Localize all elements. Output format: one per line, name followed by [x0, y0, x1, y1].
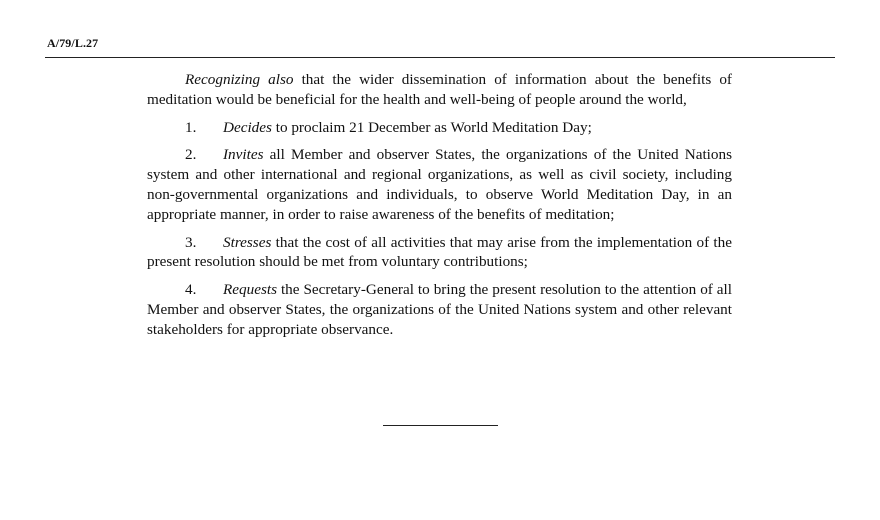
operative-paragraph-3 [147, 233, 732, 273]
paragraph-lead: Requests [223, 281, 277, 299]
preamble-text: that the wider dissemination of information about the benefits of meditation would be beneficial for the health and well-being of people around the world, [147, 71, 732, 108]
operative-paragraph-1 [147, 118, 732, 138]
paragraph-number: 3. [185, 233, 197, 251]
paragraph-text: the Secretary-General to bring the present resolution to the attention of all Member and observer States, the organizations of the United Nations system and other relevant stakeholders for appropriate observance. [147, 281, 732, 338]
paragraph-number: 4. [185, 281, 197, 299]
paragraph-text: that the cost of all activities that may arise from the implementation of the present resolution should be met from voluntary contributions; [147, 233, 732, 271]
paragraph-number: 1. [185, 118, 197, 136]
document-symbol: A/79/L.27 [47, 36, 99, 50]
operative-paragraph-4 [147, 280, 732, 339]
paragraph-number: 2. [185, 146, 197, 164]
paragraph-lead: Stresses [223, 233, 272, 251]
operative-paragraph-2 [147, 145, 732, 224]
preamble-lead: Recognizing also [185, 71, 294, 88]
paragraph-lead: Decides [223, 118, 272, 136]
paragraph-lead: Invites [223, 146, 264, 164]
end-of-document-rule [383, 425, 498, 426]
paragraph-text: all Member and observer States, the organizations of the United Nations system and other international and regional organizations, as well as civil society, including non-governmental organizations and individuals, to observe World Meditation Day, in an appropriate manner, in order to raise awareness of the benefits of meditation; [147, 146, 732, 223]
preamble-paragraph [147, 70, 732, 110]
header-divider [45, 57, 835, 58]
paragraph-text: to proclaim 21 December as World Meditation Day; [271, 118, 592, 136]
resolution-body [147, 70, 732, 348]
